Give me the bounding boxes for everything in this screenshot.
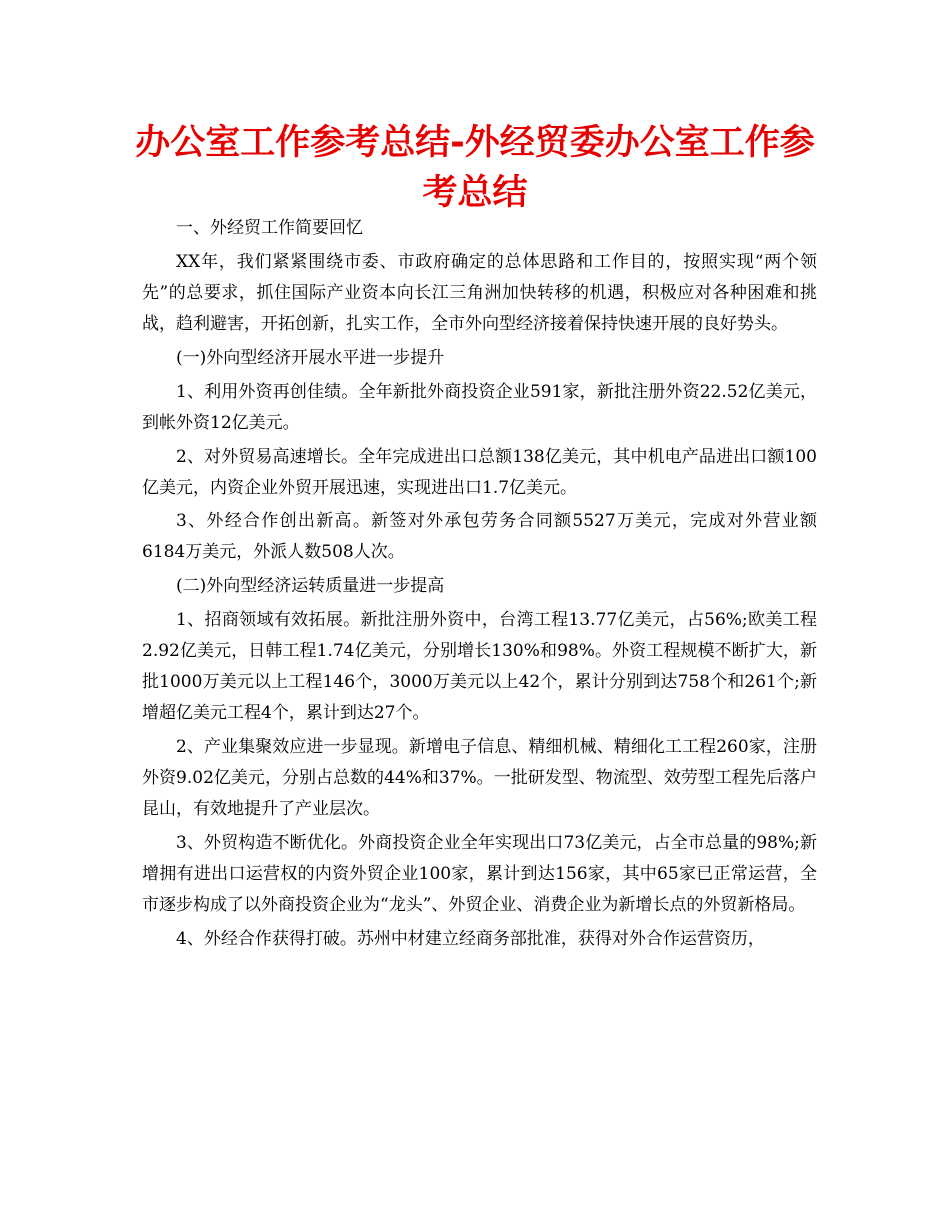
paragraph: 2、产业集聚效应进一步显现。新增电子信息、精细机械、精细化工工程260家，注册外资9.02亿美元，分别占总数的44%和37%。一批研发型、物流型、效劳型工程先后落户昆山，有效地提升了产业层次。 [142, 737, 817, 820]
subsection-heading: (一)外向型经济开展水平进一步提升 [176, 347, 445, 368]
paragraph: 1、招商领域有效拓展。新批注册外资中，台湾工程13.77亿美元，占56%;欧美工程2.92亿美元，日韩工程1.74亿美元，分别增长130%和98%。外资工程规模不断扩大，新批1000万美元以上工程146个，3000万美元以上42个，累计分别到达758个和261个;新增超亿美元工程4个，累计到达27个。 [142, 610, 817, 724]
document-body [142, 213, 817, 958]
paragraph: 3、外经合作创出新高。新签对外承包劳务合同额5527万美元，完成对外营业额6184万美元，外派人数508人次。 [142, 511, 817, 563]
paragraph: 1、利用外资再创佳绩。全年新批外商投资企业591家，新批注册外资22.52亿美元，到帐外资12亿美元。 [142, 381, 817, 433]
subsection-heading: (二)外向型经济运转质量进一步提高 [176, 576, 445, 597]
paragraph: XX年，我们紧紧围绕市委、市政府确定的总体思路和工作目的，按照实现“两个领先”的总要求，抓住国际产业资本向长江三角洲加快转移的机遇，积极应对各种困难和挑战，趋利避害，开拓创新，扎实工作，全市外向型经济接着保持快速开展的良好势头。 [142, 251, 817, 334]
paragraph: 3、外贸构造不断优化。外商投资企业全年实现出口73亿美元，占全市总量的98%;新增拥有进出口运营权的内资外贸企业100家，累计到达156家，其中65家已正常运营，全市逐步构成了以外商投资企业为“龙头”、外贸企业、消费企业为新增长点的外贸新格局。 [142, 833, 817, 916]
section-heading: 一、外经贸工作简要回忆 [176, 218, 363, 238]
paragraph: 4、外经合作获得打破。苏州中材建立经商务部批准，获得对外合作运营资历， [176, 928, 765, 949]
document-title: 办公室工作参考总结-外经贸委办公室工作参考总结 [135, 123, 815, 213]
paragraph: 2、对外贸易高速增长。全年完成进出口总额138亿美元，其中机电产品进出口额100亿美元，内资企业外贸开展迅速，实现进出口1.7亿美元。 [142, 446, 817, 498]
